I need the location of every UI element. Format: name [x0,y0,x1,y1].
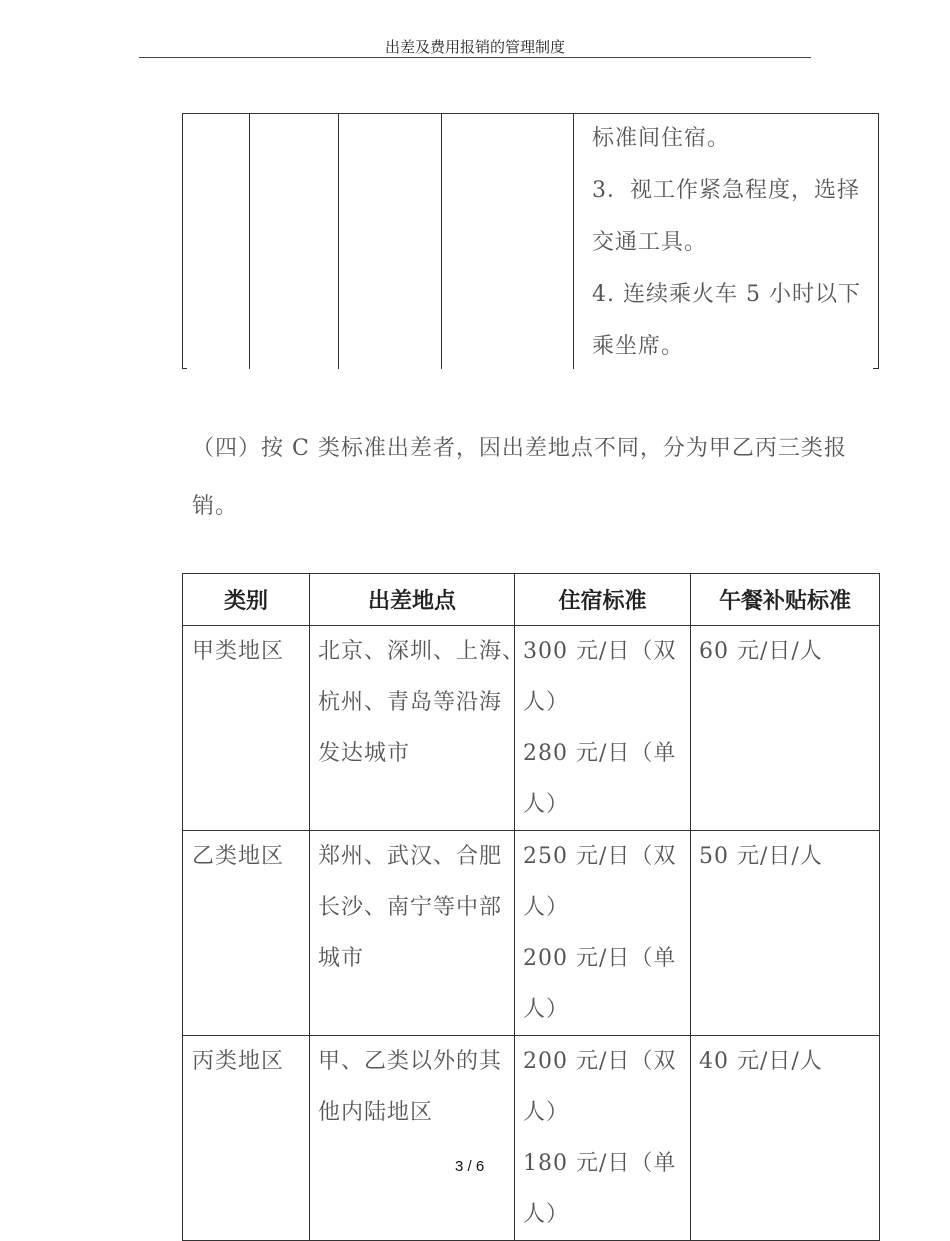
lodging-line: 人） [523,997,570,1022]
table-row [183,626,880,831]
category-cell: 丙类地区 [183,1036,310,1241]
table-corner-tick [182,368,187,369]
location-cell [310,626,526,831]
category-cell: 乙类地区 [183,831,310,1036]
lodging-line: 人） [523,895,570,920]
lodging-line: 200 元/日（单 [523,946,677,971]
lodging-line: 180 元/日（单 [523,1151,677,1176]
continuation-cell [582,113,872,373]
header-rule [139,57,811,58]
location-line: 发达城市 [318,741,411,766]
location-line: 甲、乙类以外的其 [318,1049,503,1074]
category-cell: 甲类地区 [183,626,310,831]
header-category: 类别 [183,574,310,626]
paragraph-line: （四）按 C 类标准出差者，因出差地点不同，分为甲乙丙三类报 [192,436,847,461]
location-cell [310,1036,515,1241]
continuation-line: 标准间住宿。 [592,126,731,151]
header-lodging: 住宿标准 [515,574,691,626]
table-row [183,831,880,1036]
lunch-cell: 60 元/日/人 [691,626,880,831]
lunch-cell: 50 元/日/人 [691,831,880,1036]
continuation-line: 交通工具。 [592,230,708,255]
column-border [249,113,250,369]
continuation-table [182,113,879,369]
table-corner-tick [873,368,878,369]
lodging-line: 人） [523,792,570,817]
section-paragraph [192,420,882,536]
location-cell [310,831,515,1036]
location-line: 北京、深圳、上海、 [318,639,526,664]
page-number: 3 / 6 [455,1158,485,1175]
lodging-line: 人） [523,1202,570,1227]
location-line: 城市 [318,946,365,971]
lodging-line: 人） [523,1100,570,1125]
continuation-line: 3．视工作紧急程度，选择 [592,178,860,203]
lodging-cell [515,1036,691,1241]
table-row [183,1036,880,1241]
column-border [182,113,183,369]
continuation-line: 乘坐席。 [592,334,685,359]
column-border [878,113,879,369]
table-header-row [183,574,880,626]
location-line: 杭州、青岛等沿海 [318,690,503,715]
lodging-cell [515,626,691,831]
continuation-line: 4. 连续乘火车 5 小时以下 [592,282,861,307]
header-location: 出差地点 [310,574,515,626]
lodging-line: 人） [523,690,570,715]
lodging-cell [515,831,691,1036]
header-lunch: 午餐补贴标准 [691,574,880,626]
location-line: 长沙、南宁等中部 [318,895,503,920]
column-border [441,113,442,369]
lodging-line: 200 元/日（双 [523,1049,677,1074]
expense-standard-table [182,573,880,1241]
page-header-title: 出差及费用报销的管理制度 [384,38,565,56]
column-border [573,113,574,369]
lunch-cell: 40 元/日/人 [691,1036,880,1241]
column-border [338,113,339,369]
location-line: 他内陆地区 [318,1100,434,1125]
location-line: 郑州、武汉、合肥 [318,844,503,869]
paragraph-line: 销。 [192,494,239,519]
lodging-line: 250 元/日（双 [523,844,677,869]
lodging-line: 280 元/日（单 [523,741,677,766]
lodging-line: 300 元/日（双 [523,639,677,664]
